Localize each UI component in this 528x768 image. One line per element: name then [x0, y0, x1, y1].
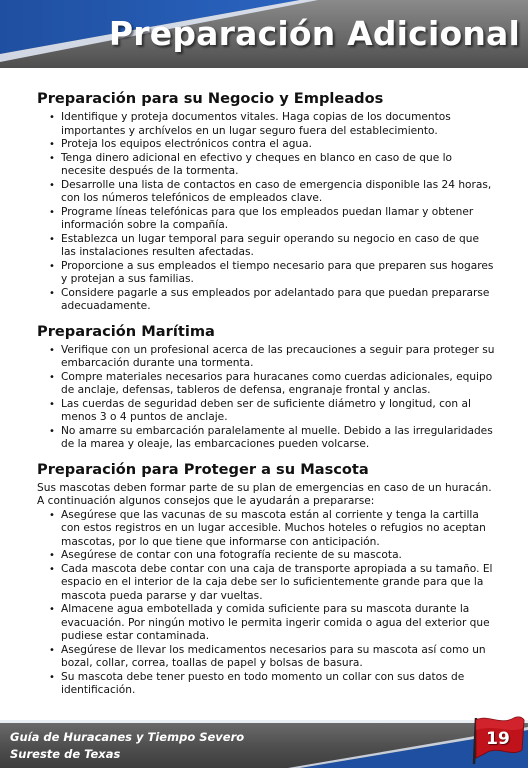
page-header: [0, 0, 528, 68]
list-item: • Compre materiales necesarios para huracanes como cuerdas adicionales, equipo de anclaje, defensas, tableros de defensa, engranaje frontal y anclas.: [47, 371, 497, 398]
main-content: [37, 90, 497, 707]
page-title: Preparación Adicional: [108, 14, 520, 53]
section-title: Preparación Marítima: [37, 322, 215, 340]
page-footer: [0, 720, 528, 768]
list-item: • Verifique con un profesional acerca de las precauciones a seguir para proteger su embarcación durante una tormenta.: [47, 344, 497, 371]
list-item: • Cada mascota debe contar con una caja de transporte apropiada a su tamaño. El espacio en el interior de la caja debe ser lo suficientemente grande para que la mascota pueda pararse y dar vueltas.: [47, 563, 497, 604]
list-item: • Su mascota debe tener puesto en todo momento un collar con sus datos de identificación.: [47, 671, 497, 698]
list-item: • No amarre su embarcación paralelamente al muelle. Debido a las irregularidades de la marea y oleaje, las embarcaciones pueden volcarse.: [47, 425, 497, 452]
list-item: • Proteja los equipos electrónicos contra el agua.: [47, 138, 497, 152]
bullet-list: [37, 111, 497, 314]
list-item: • Programe líneas telefónicas para que los empleados puedan llamar y obtener información sobre la compañía.: [47, 206, 497, 233]
list-item: • Asegúrese de contar con una fotografía reciente de su mascota.: [47, 549, 497, 563]
bullet-list: [37, 509, 497, 698]
list-item: • Tenga dinero adicional en efectivo y cheques en blanco en caso de que lo necesite después de la tormenta.: [47, 152, 497, 179]
list-item: • Almacene agua embotellada y comida suficiente para su mascota durante la evacuación. Por ningún motivo le permita ingerir comida o agua del exterior que pudiese estar contaminada.: [47, 603, 497, 644]
section-intro: Sus mascotas deben formar parte de su plan de emergencias en caso de un huracán. A continuación algunos consejos que le ayudarán a prepararse:: [37, 481, 492, 507]
section-pets: [37, 461, 497, 698]
list-item: • Las cuerdas de seguridad deben ser de suficiente diámetro y longitud, con al menos 3 o 4 puntos de anclaje.: [47, 398, 497, 425]
list-item: • Asegúrese de llevar los medicamentos necesarios para su mascota así como un bozal, collar, correa, toallas de papel y bolsas de basura.: [47, 644, 497, 671]
list-item: • Proporcione a sus empleados el tiempo necesario para que preparen sus hogares y protejan a sus familias.: [47, 260, 497, 287]
bullet-list: [37, 344, 497, 452]
list-item: • Establezca un lugar temporal para seguir operando su negocio en caso de que las instalaciones resulten afectadas.: [47, 233, 497, 260]
section-title: Preparación para Proteger a su Mascota: [37, 460, 369, 478]
section-maritime: [37, 323, 497, 452]
page-number: 19: [486, 729, 510, 749]
footer-guide-title: Guía de Huracanes y Tiempo Severo: [10, 730, 245, 744]
list-item: • Desarrolle una lista de contactos en caso de emergencia disponible las 24 horas, con los números telefónicos de empleados clave.: [47, 179, 497, 206]
footer-region: Sureste de Texas: [10, 747, 121, 761]
section-title: Preparación para su Negocio y Empleados: [37, 90, 384, 107]
list-item: • Considere pagarle a sus empleados por adelantado para que puedan prepararse adecuadamente.: [47, 287, 497, 314]
list-item: • Asegúrese que las vacunas de su mascota están al corriente y tenga la cartilla con estos registros en un lugar accesible. Muchos hoteles o refugios no aceptan mascotas, por lo que tiene que informarse con anticipación.: [47, 509, 497, 550]
list-item: • Identifique y proteja documentos vitales. Haga copias de los documentos importantes y archívelos en un lugar seguro fuera del establecimiento.: [47, 111, 497, 138]
section-business: [37, 90, 497, 314]
